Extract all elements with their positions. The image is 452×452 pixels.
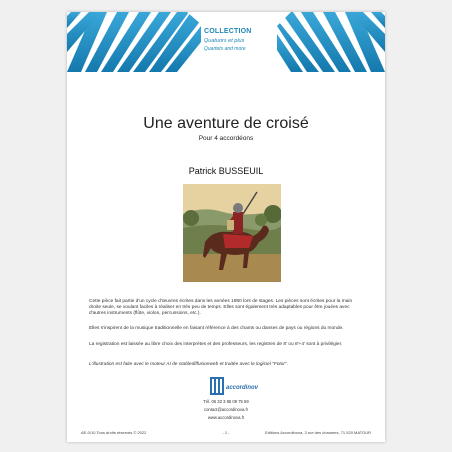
crusader-illustration bbox=[183, 184, 281, 282]
contact-email[interactable]: contact@accordinova.fr bbox=[203, 407, 249, 412]
accordion-logo-icon bbox=[208, 376, 258, 396]
collection-banner bbox=[67, 12, 385, 72]
publisher-logo bbox=[208, 376, 258, 396]
publisher-logo-text: accordinova bbox=[226, 385, 258, 391]
document-page bbox=[67, 12, 385, 442]
body-paragraph-1: Cette pièce fait partie d'un cycle d'œuvres écrites dans les années 1980 lors de stages. Les pièces sont écrites pour la main droite seule, se voulant faciles à réaliser en très peu de temps. Elles sont également très adaptables pour être jouées avec d'autres instruments (flûte, violon, percussions, etc.). bbox=[89, 299, 353, 317]
piece-title: Une aventure de croisé bbox=[143, 115, 309, 132]
piece-instrumentation: Pour 4 accordéons bbox=[198, 135, 254, 142]
collection-title: COLLECTION bbox=[204, 28, 252, 35]
body-paragraph-3: La registration est laissée au libre choix des interprètes et des professeurs, les registres de 8' ou 8'+4' sont à privilégier. bbox=[89, 342, 343, 347]
composer-name: Patrick BUSSEUIL bbox=[188, 166, 264, 176]
footer-publisher-address: Editions Accordinova, 3 rue des chaumes, 71 520 MATOUR bbox=[265, 430, 371, 435]
contact-website[interactable]: www.accordinova.fr bbox=[207, 415, 245, 420]
footer-reference: AE-0/10 Tous droits réservés © 2022 bbox=[81, 430, 147, 435]
collection-subtitle-fr: Quatuors et plus bbox=[204, 38, 245, 44]
contact-phone: Tél. 06 33 3 85 09 75 59 bbox=[203, 399, 249, 404]
footer-page-number: - 1 - bbox=[222, 430, 230, 435]
collection-subtitle-en: Quartets and more bbox=[204, 46, 246, 52]
illustration-credit: L'illustration est faite avec le moteur AI de stablediffusionweb et traitée avec le logiciel "Fotor". bbox=[89, 362, 289, 367]
body-paragraph-2: Elles s'inspirent de la musique traditionnelle en faisant référence à des chants ou danses de pays ou régions du monde. bbox=[89, 326, 344, 331]
